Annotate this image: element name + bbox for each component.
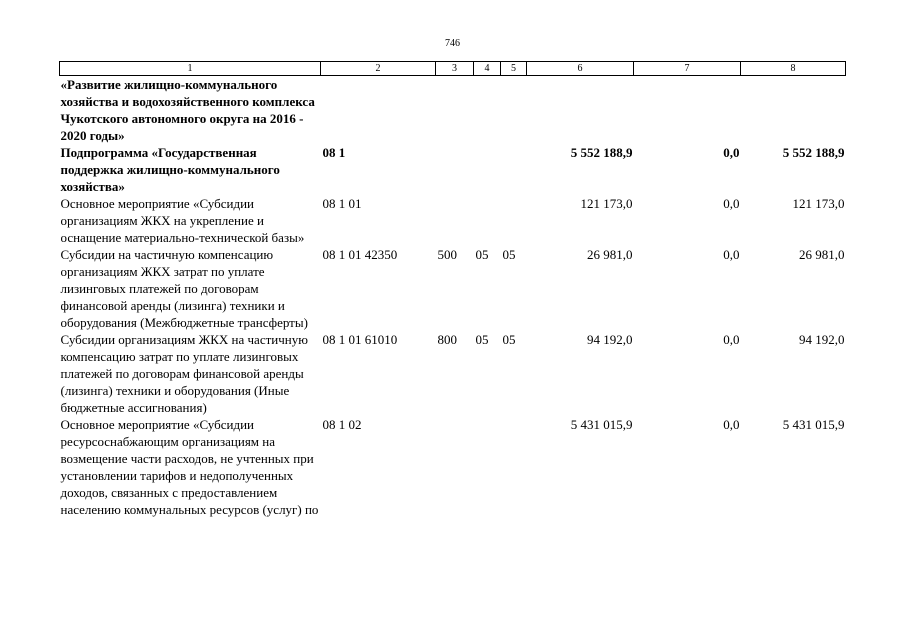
row-total: [741, 76, 846, 145]
header-col-7: 7: [634, 62, 741, 76]
row-sum: 26 981,0: [587, 247, 633, 262]
row-vr: 500: [437, 247, 457, 262]
row-total: 5 431 015,9: [782, 417, 845, 432]
table-row: [60, 195, 846, 246]
row-code: [321, 76, 436, 145]
header-col-2: 2: [321, 62, 436, 76]
row-change: 0,0: [723, 417, 740, 432]
row-name: Подпрограмма «Государственная поддержка жилищно-коммунального хозяйства»: [60, 145, 280, 194]
header-col-5: 5: [501, 62, 527, 76]
row-name: Основное мероприятие «Субсидии организациям ЖКХ на укрепление и оснащение материально-технической базы»: [60, 196, 305, 245]
row-name: Субсидии организациям ЖКХ на частичную компенсацию затрат по уплате лизинговых платежей по договорам финансовой аренды (лизинга) техники и оборудования (Иные бюджетные ассигнования): [60, 332, 308, 415]
header-col-4: 4: [474, 62, 501, 76]
row-change: 0,0: [723, 196, 740, 211]
row-vr: [436, 76, 474, 145]
row-pr: [501, 76, 527, 145]
column-number-header: [60, 62, 846, 76]
row-name: Основное мероприятие «Субсидии ресурсоснабжающим организациям на возмещение части расходов, не учтенных при установлении тарифов и недополученных доходов, связанных с предоставлением населению коммунальных ресурсов (услуг) по: [60, 417, 319, 517]
table-row: [60, 246, 846, 331]
table-row: [60, 144, 846, 195]
row-rz: 05: [475, 247, 489, 262]
row-vr: [436, 144, 474, 195]
table-row: [60, 416, 846, 518]
row-pr: [501, 195, 527, 246]
row-code: 08 1 01 42350: [322, 247, 398, 262]
row-sum: 94 192,0: [587, 332, 633, 347]
row-rz: [474, 195, 501, 246]
row-pr: 05: [502, 332, 516, 347]
row-rz: 05: [475, 332, 489, 347]
row-sum: 121 173,0: [580, 196, 633, 211]
row-name: Субсидии на частичную компенсацию организациям ЖКХ затрат по уплате лизинговых платежей по договорам финансовой аренды (лизинга) техники и оборудования (Межбюджетные трансферты): [60, 247, 308, 330]
row-rz: [474, 416, 501, 518]
page-number: 746: [445, 38, 460, 49]
row-code: 08 1: [322, 145, 346, 160]
table-row: [60, 76, 846, 145]
row-pr: [501, 144, 527, 195]
row-pr: [501, 416, 527, 518]
row-sum: 5 431 015,9: [570, 417, 633, 432]
budget-table: [59, 61, 846, 518]
row-change: 0,0: [723, 145, 740, 160]
row-pr: 05: [502, 247, 516, 262]
row-vr: [436, 416, 474, 518]
row-code: 08 1 01: [322, 196, 362, 211]
row-rz: [474, 76, 501, 145]
header-col-8: 8: [741, 62, 846, 76]
row-vr: [436, 195, 474, 246]
row-total: 121 173,0: [792, 196, 845, 211]
row-total: 26 981,0: [799, 247, 845, 262]
row-sum: 5 552 188,9: [570, 145, 633, 160]
row-sum: [527, 76, 634, 145]
row-total: 5 552 188,9: [782, 145, 845, 160]
row-total: 94 192,0: [799, 332, 845, 347]
row-change: 0,0: [723, 247, 740, 262]
header-col-3: 3: [436, 62, 474, 76]
header-col-1: 1: [60, 62, 321, 76]
header-col-6: 6: [527, 62, 634, 76]
row-code: 08 1 01 61010: [322, 332, 398, 347]
table-row: [60, 331, 846, 416]
row-code: 08 1 02: [322, 417, 362, 432]
row-rz: [474, 144, 501, 195]
row-name: «Развитие жилищно-коммунального хозяйства и водохозяйственного комплекса Чукотского автономного округа на 2016 - 2020 годы»: [60, 77, 315, 143]
row-change: [634, 76, 741, 145]
row-change: 0,0: [723, 332, 740, 347]
row-vr: 800: [437, 332, 457, 347]
